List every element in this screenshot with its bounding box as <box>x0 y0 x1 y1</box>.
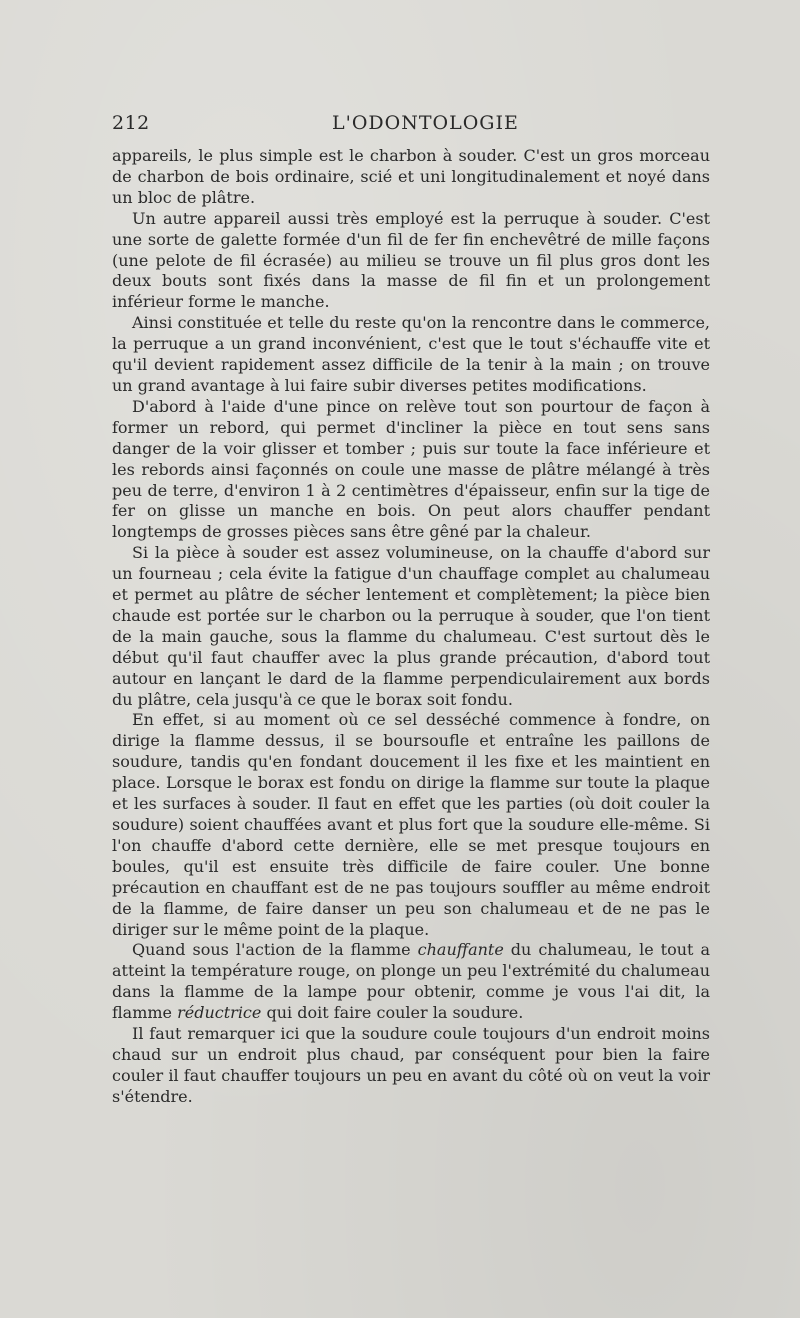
paragraph-6: En effet, si au moment où ce sel desséché commence à fondre, on dirige la flamme dessus, il se boursoufle et entraîne les paillons de soudure, tandis qu'en fondant doucement il les fixe et les maintient en place. Lorsque le borax est fondu on dirige la flamme sur toute la plaque et les surfaces à souder. Il faut en effet que les parties (où doit couler la soudure) soient chauffées avant et plus fort que la soudure elle-même. Si l'on chauffe d'abord cette dernière, elle se met presque toujours en boules, qu'il est ensuite très difficile de faire couler. Une bonne précaution en chauffant est de ne pas toujours souffler au même endroit de la flamme, de faire danser un peu son chalumeau et de ne pas le diriger sur le même point de la plaque. <box>112 710 710 939</box>
paragraph-2: Un autre appareil aussi très employé est la perruque à souder. C'est une sorte de galette formée d'un fil de fer fin enchevêtré de mille façons (une pelote de fil écrasée) au milieu se trouve un fil plus gros dont les deux bouts sont fixés dans la masse de fil fin et un prolongement inférieur forme le manche. <box>112 208 710 312</box>
body-text <box>112 146 710 1108</box>
paragraph-8: Il faut remarquer ici que la soudure coule toujours d'un endroit moins chaud sur un endroit plus chaud, par conséquent pour bien la faire couler il faut chauffer toujours un peu en avant du côté où on veut la voir s'étendre. <box>112 1024 710 1106</box>
emphasis-chauffante: chauffante <box>417 940 504 960</box>
page-header <box>112 112 712 138</box>
page-number: 212 <box>112 112 150 134</box>
paragraph-4: D'abord à l'aide d'une pince on relève tout son pourtour de façon à former un rebord, qui permet d'incliner la pièce en tout sens sans danger de la voir glisser et tomber ; puis sur toute la face inférieure et les rebords ainsi façonnés on coule une masse de plâtre mélangé à très peu de terre, d'environ 1 à 2 centimètres d'épaisseur, enfin sur la tige de fer on glisse un manche en bois. On peut alors chauffer pendant longtemps de grosses pièces sans être gêné par la chaleur. <box>112 396 710 542</box>
paragraph-7-part-2: du chalumeau, le tout a atteint la température rouge, on plonge un peu l'extrémité du chalumeau dans la flamme de la lampe pour obtenir, comme je vous l'ai dit, la flamme <box>112 940 710 1023</box>
paragraph-1: appareils, le plus simple est le charbon à souder. C'est un gros morceau de charbon de bois ordinaire, scié et uni longitudinalement et noyé dans un bloc de plâtre. <box>112 146 710 207</box>
paragraph-7 <box>112 940 710 1024</box>
paragraph-3: Ainsi constituée et telle du reste qu'on la rencontre dans le commerce, la perruque a un grand inconvénient, c'est que le tout s'échauffe vite et qu'il devient rapidement assez difficile de la tenir à la main ; on trouve un grand avantage à lui faire subir diverses petites modifications. <box>112 313 710 395</box>
paragraph-5: Si la pièce à souder est assez volumineuse, on la chauffe d'abord sur un fourneau ; cela évite la fatigue d'un chauffage complet au chalumeau et permet au plâtre de sécher lentement et complètement; la pièce bien chaude est portée sur le charbon ou la perruque à souder, que l'on tient de la main gauche, sous la flamme du chalumeau. C'est surtout dès le début qu'il faut chauffer avec la plus grande précaution, d'abord tout autour en lançant le dard de la flamme perpendiculairement aux bords du plâtre, cela jusqu'à ce que le borax soit fondu. <box>112 543 710 709</box>
emphasis-reductrice: réductrice <box>177 1003 262 1023</box>
paragraph-7-part-1: Quand sous l'action de la flamme <box>132 940 418 960</box>
paragraph-7-part-3: qui doit faire couler la soudure. <box>261 1003 524 1023</box>
running-title: L'ODONTOLOGIE <box>332 112 519 134</box>
